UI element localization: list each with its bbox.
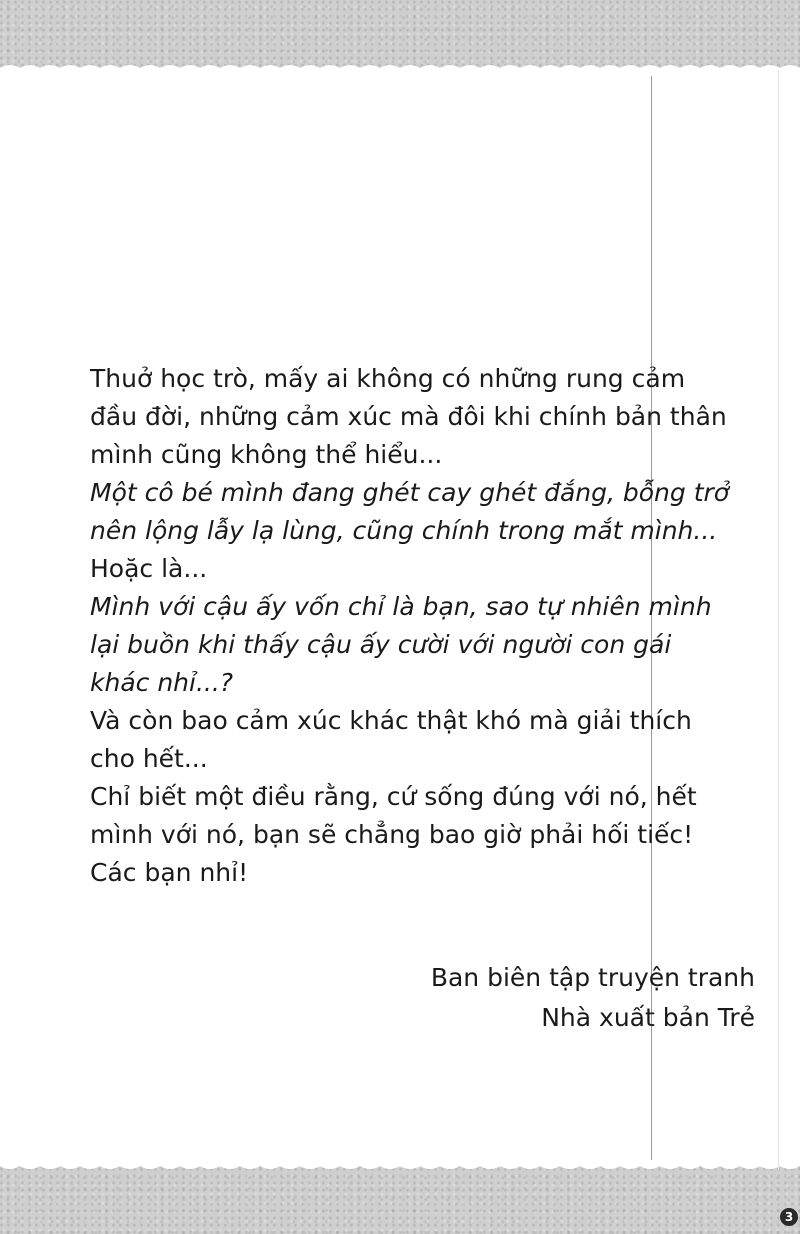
signature [431, 958, 755, 1038]
top-scalloped-edge [0, 62, 800, 78]
line-10: Và còn bao cảm xúc khác thật khó mà giải thích [90, 706, 692, 735]
line-2: đầu đời, những cảm xúc mà đôi khi chính bản thân [90, 402, 727, 431]
line-6: Hoặc là... [90, 554, 208, 583]
line-4: Một cô bé mình đang ghét cay ghét đắng, bỗng trở [90, 478, 730, 507]
line-14: Các bạn nhỉ! [90, 858, 249, 887]
line-13: mình với nó, bạn sẽ chẳng bao giờ phải hối tiếc! [90, 820, 694, 849]
line-3: mình cũng không thể hiểu... [90, 440, 443, 469]
line-8: lại buồn khi thấy cậu ấy cười với người con gái [90, 630, 672, 659]
signature-editorial-board: Ban biên tập truyện tranh [430, 963, 755, 992]
line-12: Chỉ biết một điều rằng, cứ sống đúng với nó, hết [90, 782, 697, 811]
line-9: khác nhỉ...? [90, 668, 234, 697]
signature-publisher: Nhà xuất bản Trẻ [541, 1003, 755, 1032]
preface-text [90, 362, 770, 894]
line-1: Thuở học trò, mấy ai không có những rung cảm [90, 364, 686, 393]
page-number: 3 [780, 1208, 798, 1226]
line-7: Mình với cậu ấy vốn chỉ là bạn, sao tự nhiên mình [90, 592, 712, 621]
page-edge-line [778, 70, 779, 1170]
line-5: nên lộng lẫy lạ lùng, cũng chính trong mắt mình... [90, 516, 718, 545]
bottom-scalloped-edge [0, 1156, 800, 1172]
line-11: cho hết... [90, 744, 208, 773]
